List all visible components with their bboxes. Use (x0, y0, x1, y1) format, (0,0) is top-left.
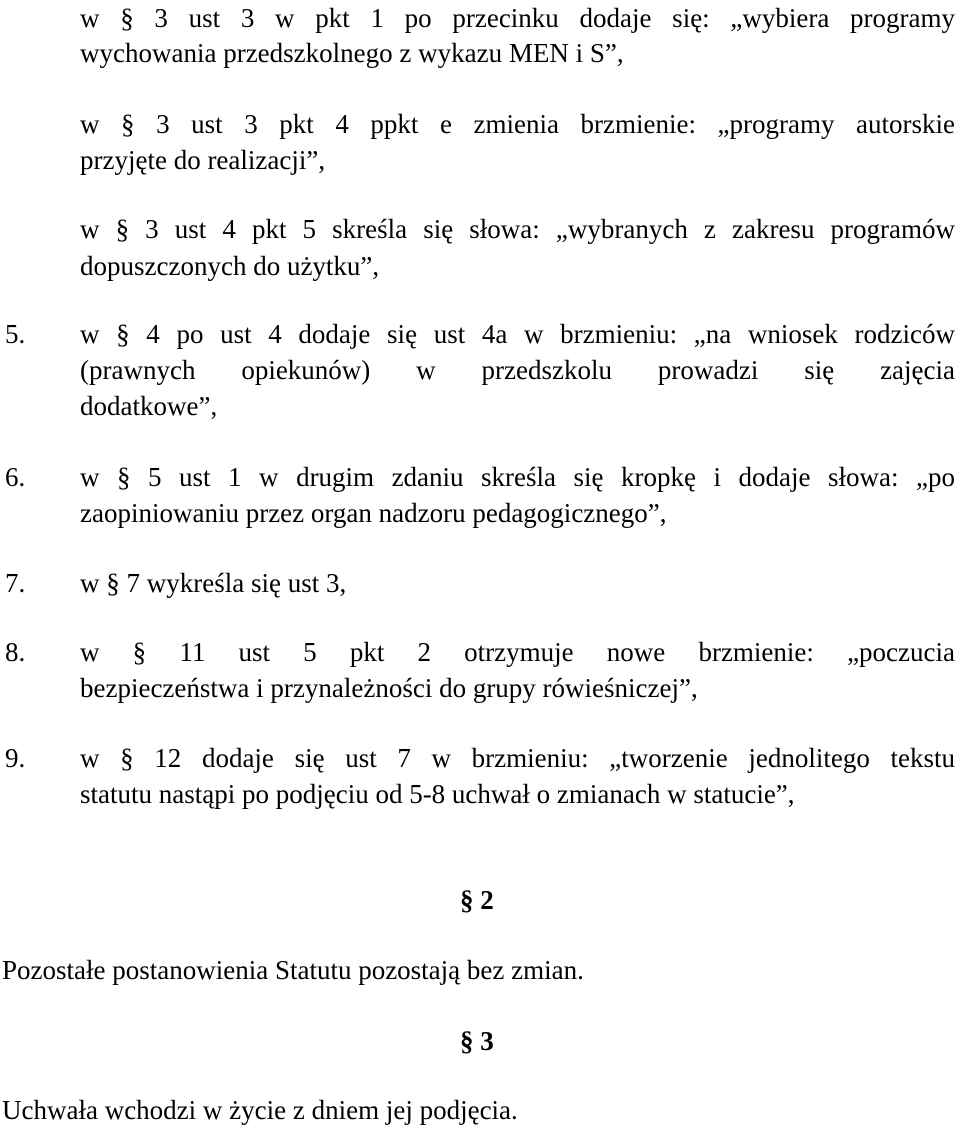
item-7-number: 7. (5, 568, 26, 598)
item-8-line-1: w § 11 ust 5 pkt 2 otrzymuje nowe brzmienie: „poczucia (80, 637, 955, 667)
item-6-line-1: w § 5 ust 1 w drugim zdaniu skreśla się kropkę i dodaje słowa: „po (80, 462, 955, 492)
item-8-line-2: bezpieczeństwa i przynależności do grupy rówieśniczej”, (80, 673, 698, 703)
item-9-line-1: w § 12 dodaje się ust 7 w brzmieniu: „tworzenie jednolitego tekstu (80, 743, 955, 773)
item-5-line-2: (prawnych opiekunów) w przedszkolu prowadzi się zajęcia (80, 355, 955, 385)
item-1-line-2: wychowania przedszkolnego z wykazu MEN i S”, (80, 38, 624, 68)
item-3-line-2: dopuszczonych do użytku”, (80, 251, 380, 281)
item-5-number: 5. (5, 319, 26, 349)
item-7-line-1: w § 7 wykreśla się ust 3, (80, 568, 347, 598)
item-5-line-3: dodatkowe”, (80, 391, 218, 421)
section-3-heading: § 3 (460, 1026, 494, 1056)
section-2-text: Pozostałe postanowienia Statutu pozostają bez zmian. (2, 955, 584, 985)
section-2-heading: § 2 (460, 885, 494, 915)
item-6-number: 6. (5, 462, 26, 492)
item-1-line-1: w § 3 ust 3 w pkt 1 po przecinku dodaje się: „wybiera programy (80, 3, 955, 33)
item-9-number: 9. (5, 743, 26, 773)
item-5-line-1: w § 4 po ust 4 dodaje się ust 4a w brzmieniu: „na wniosek rodziców (80, 319, 955, 349)
section-3-text: Uchwała wchodzi w życie z dniem jej podjęcia. (2, 1095, 518, 1125)
item-6-line-2: zaopiniowaniu przez organ nadzoru pedagogicznego”, (80, 498, 667, 528)
item-2-line-2: przyjęte do realizacji”, (80, 145, 326, 175)
item-3-line-1: w § 3 ust 4 pkt 5 skreśla się słowa: „wybranych z zakresu programów (80, 214, 955, 244)
item-8-number: 8. (5, 637, 26, 667)
item-9-line-2: statutu nastąpi po podjęciu od 5-8 uchwał o zmianach w statucie”, (80, 779, 795, 809)
item-2-line-1: w § 3 ust 3 pkt 4 ppkt e zmienia brzmienie: „programy autorskie (80, 109, 955, 139)
